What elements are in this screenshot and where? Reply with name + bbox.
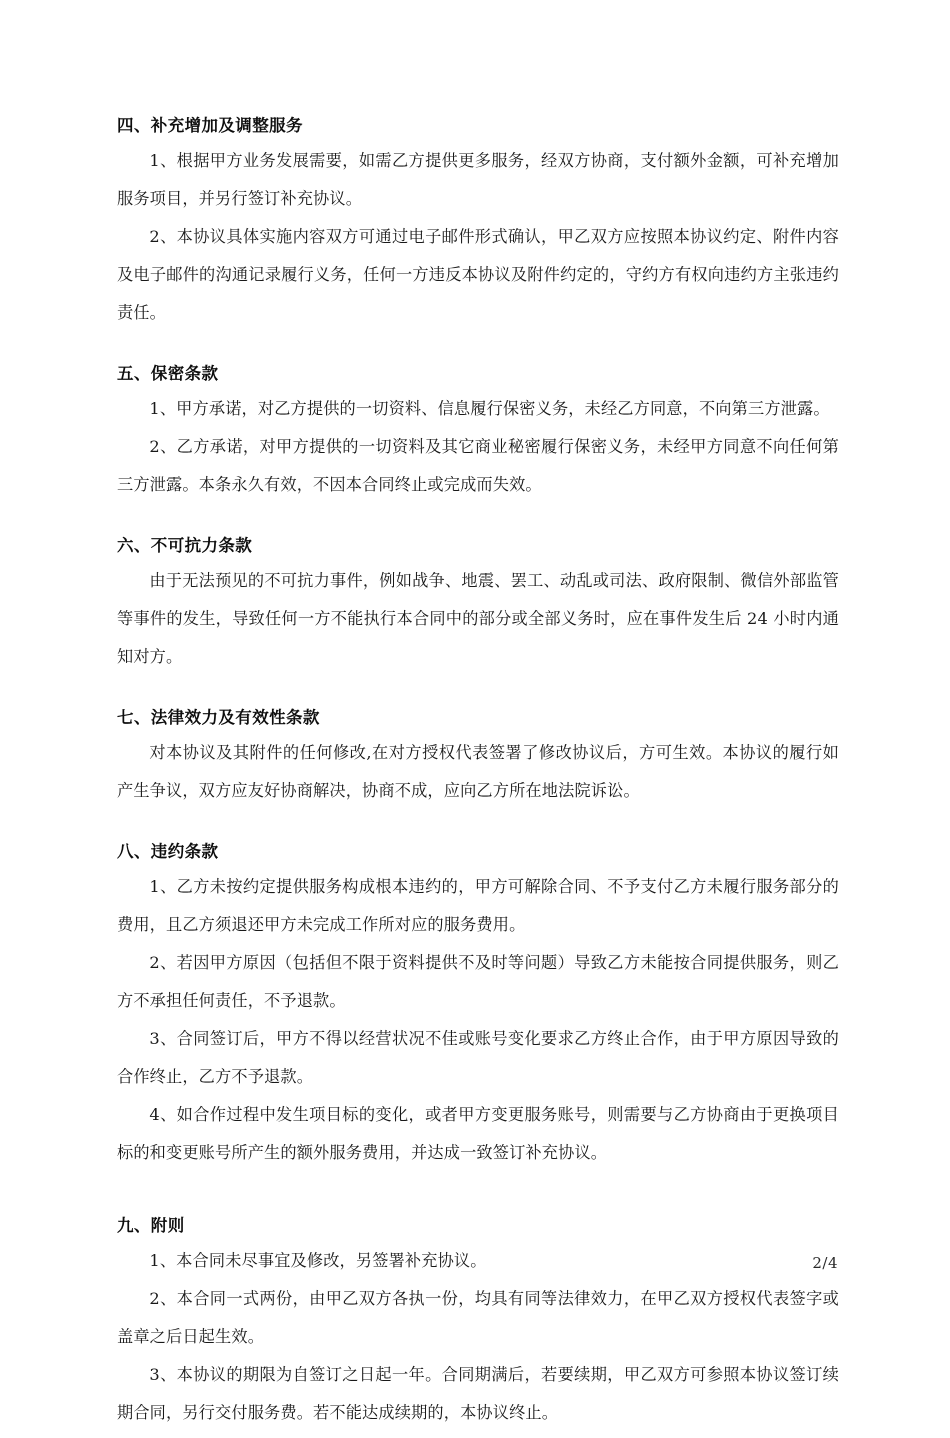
section-spacer xyxy=(117,1178,839,1212)
section-six xyxy=(117,532,839,676)
section-four xyxy=(117,112,839,332)
section-five xyxy=(117,360,839,504)
section-seven xyxy=(117,704,839,810)
section-heading: 五、保密条款 xyxy=(117,364,219,383)
paragraph: 2、乙方承诺，对甲方提供的一切资料及其它商业秘密履行保密义务，未经甲方同意不向任何第三方泄露。本条永久有效，不因本合同终止或完成而失效。 xyxy=(117,437,839,494)
paragraph: 1、乙方未按约定提供服务构成根本违约的，甲方可解除合同、不予支付乙方未履行服务部分的费用，且乙方须退还甲方未完成工作所对应的服务费用。 xyxy=(117,877,839,934)
document-body xyxy=(117,112,839,1438)
paragraph: 对本协议及其附件的任何修改,在对方授权代表签署了修改协议后，方可生效。本协议的履行如产生争议，双方应友好协商解决，协商不成，应向乙方所在地法院诉讼。 xyxy=(117,743,839,800)
paragraph: 由于无法预见的不可抗力事件，例如战争、地震、罢工、动乱或司法、政府限制、微信外部监管等事件的发生，导致任何一方不能执行本合同中的部分或全部义务时，应在事件发生后 24 小时内通知对方。 xyxy=(117,571,839,666)
section-spacer xyxy=(117,338,839,360)
section-eight xyxy=(117,838,839,1172)
page-number: 2/4 xyxy=(812,1254,838,1272)
section-spacer xyxy=(117,816,839,838)
paragraph: 2、若因甲方原因（包括但不限于资料提供不及时等问题）导致乙方未能按合同提供服务，则乙方不承担任何责任，不予退款。 xyxy=(117,953,839,1010)
section-spacer xyxy=(117,510,839,532)
section-nine xyxy=(117,1212,839,1432)
section-heading: 七、法律效力及有效性条款 xyxy=(117,708,320,727)
section-heading: 四、补充增加及调整服务 xyxy=(117,116,303,135)
paragraph: 2、本合同一式两份，由甲乙双方各执一份，均具有同等法律效力，在甲乙双方授权代表签字或盖章之后日起生效。 xyxy=(117,1289,839,1346)
section-heading: 六、不可抗力条款 xyxy=(117,536,253,555)
paragraph: 1、本合同未尽事宜及修改，另签署补充协议。 xyxy=(149,1251,487,1270)
paragraph: 1、根据甲方业务发展需要，如需乙方提供更多服务，经双方协商，支付额外金额，可补充增加服务项目，并另行签订补充协议。 xyxy=(117,151,839,208)
paragraph: 1、甲方承诺，对乙方提供的一切资料、信息履行保密义务，未经乙方同意，不向第三方泄露。 xyxy=(149,399,830,418)
paragraph: 4、如合作过程中发生项目标的变化，或者甲方变更服务账号，则需要与乙方协商由于更换项目标的和变更账号所产生的额外服务费用，并达成一致签订补充协议。 xyxy=(117,1105,839,1162)
section-heading: 九、附则 xyxy=(117,1216,185,1235)
section-heading: 八、违约条款 xyxy=(117,842,219,861)
section-spacer xyxy=(117,682,839,704)
paragraph: 3、合同签订后，甲方不得以经营状况不佳或账号变化要求乙方终止合作，由于甲方原因导致的合作终止，乙方不予退款。 xyxy=(117,1029,839,1086)
paragraph: 2、本协议具体实施内容双方可通过电子邮件形式确认，甲乙双方应按照本协议约定、附件内容及电子邮件的沟通记录履行义务，任何一方违反本协议及附件约定的，守约方有权向违约方主张违约责任。 xyxy=(117,227,839,322)
paragraph: 3、本协议的期限为自签订之日起一年。合同期满后，若要续期，甲乙双方可参照本协议签订续期合同，另行交付服务费。若不能达成续期的，本协议终止。 xyxy=(117,1365,839,1422)
